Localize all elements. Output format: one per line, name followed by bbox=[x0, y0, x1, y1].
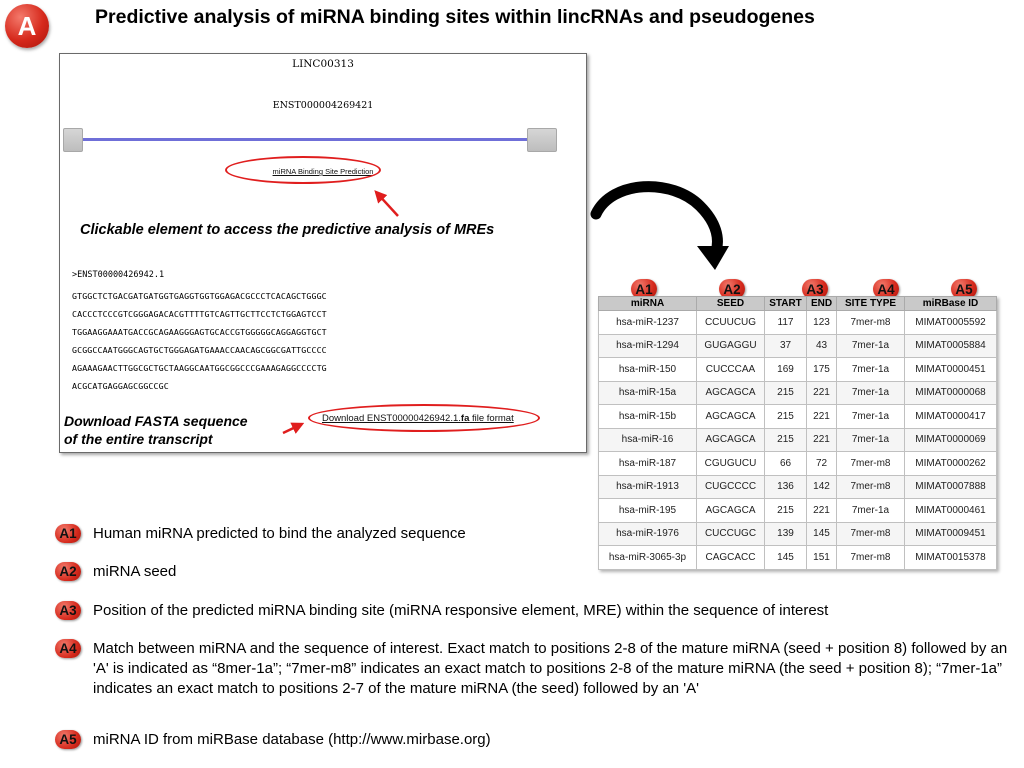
cell-mirna: hsa-miR-1294 bbox=[599, 334, 697, 358]
cell-mirbase-id: MIMAT0000451 bbox=[905, 358, 997, 382]
sequence-line: TGGAAGGAAATGACCGCAGAAGGGAGTGCACCGTGGGGGCAGGAGGTGCT bbox=[72, 327, 327, 337]
cell-seed: AGCAGCA bbox=[697, 405, 765, 429]
legend-text: miRNA ID from miRBase database (http://www.mirbase.org) bbox=[93, 731, 491, 748]
cell-mirna: hsa-miR-187 bbox=[599, 452, 697, 476]
legend-text: miRNA seed bbox=[93, 563, 177, 580]
cell-seed: AGCAGCA bbox=[697, 428, 765, 452]
cell-seed: CUCCUGC bbox=[697, 522, 765, 546]
curved-black-arrow-head bbox=[697, 246, 729, 270]
cell-start: 117 bbox=[765, 311, 807, 335]
download-link-extension: fa bbox=[460, 413, 470, 424]
cell-site-type: 7mer-1a bbox=[837, 334, 905, 358]
legend-badge: A1 bbox=[55, 524, 81, 543]
table-row bbox=[599, 381, 997, 405]
cell-mirna: hsa-miR-1976 bbox=[599, 522, 697, 546]
cell-start: 215 bbox=[765, 428, 807, 452]
download-note-line: of the entire transcript bbox=[64, 431, 213, 447]
cell-site-type: 7mer-1a bbox=[837, 428, 905, 452]
red-arrow-to-link bbox=[376, 192, 398, 216]
download-note-line: Download FASTA sequence bbox=[64, 413, 248, 429]
sequence-line: ACGCATGAGGAGCGGCCGC bbox=[72, 381, 169, 391]
cell-end: 72 bbox=[807, 452, 837, 476]
fasta-header: >ENST00000426942.1 bbox=[72, 270, 165, 280]
cell-start: 37 bbox=[765, 334, 807, 358]
download-link-prefix: Download ENST00000426942.1. bbox=[322, 413, 461, 424]
cell-mirna: hsa-miR-1237 bbox=[599, 311, 697, 335]
badge-a3: A3 bbox=[802, 279, 828, 299]
cell-start: 215 bbox=[765, 499, 807, 523]
transcript-id: ENST000004269421 bbox=[272, 100, 374, 111]
cell-start: 169 bbox=[765, 358, 807, 382]
cell-mirbase-id: MIMAT0015378 bbox=[905, 546, 997, 570]
badge-a5: A5 bbox=[951, 279, 977, 299]
gene-name: LINC00313 bbox=[292, 58, 354, 70]
cell-site-type: 7mer-m8 bbox=[837, 475, 905, 499]
column-header-start: START bbox=[765, 297, 807, 311]
cell-end: 221 bbox=[807, 499, 837, 523]
table-row bbox=[599, 428, 997, 452]
badge-a1: A1 bbox=[631, 279, 657, 299]
legend-badge: A2 bbox=[55, 562, 81, 581]
cell-site-type: 7mer-1a bbox=[837, 381, 905, 405]
sequence-line: CACCCTCCCGTCGGGAGACACGTTTTGTCAGTTGCTTCCTCTGGAGTCCT bbox=[72, 309, 327, 319]
cell-mirbase-id: MIMAT0000461 bbox=[905, 499, 997, 523]
cell-mirbase-id: MIMAT0000068 bbox=[905, 381, 997, 405]
cell-mirbase-id: MIMAT0009451 bbox=[905, 522, 997, 546]
cell-start: 215 bbox=[765, 381, 807, 405]
cell-end: 151 bbox=[807, 546, 837, 570]
cell-mirna: hsa-miR-16 bbox=[599, 428, 697, 452]
cell-end: 123 bbox=[807, 311, 837, 335]
cell-mirbase-id: MIMAT0000417 bbox=[905, 405, 997, 429]
column-header-mirna: miRNA bbox=[599, 297, 697, 311]
cell-seed: GUGAGGU bbox=[697, 334, 765, 358]
sequence-line: GCGGCCAATGGGCAGTGCTGGGAGATGAAACCAACAGCGGCGATTGCCCC bbox=[72, 345, 327, 355]
cell-site-type: 7mer-m8 bbox=[837, 311, 905, 335]
badge-a2: A2 bbox=[719, 279, 745, 299]
column-header-mirbase-id: miRBase ID bbox=[905, 297, 997, 311]
cell-start: 145 bbox=[765, 546, 807, 570]
legend-text: Human miRNA predicted to bind the analyzed sequence bbox=[93, 525, 466, 542]
badge-a4: A4 bbox=[873, 279, 899, 299]
cell-mirna: hsa-miR-15b bbox=[599, 405, 697, 429]
cell-mirna: hsa-miR-195 bbox=[599, 499, 697, 523]
cell-mirna: hsa-miR-3065-3p bbox=[599, 546, 697, 570]
cell-end: 142 bbox=[807, 475, 837, 499]
cell-start: 66 bbox=[765, 452, 807, 476]
download-link-suffix: file format bbox=[469, 413, 514, 424]
page-title: Predictive analysis of miRNA binding sites within lincRNAs and pseudogenes bbox=[95, 6, 815, 28]
column-header-site-type: SITE TYPE bbox=[837, 297, 905, 311]
cell-site-type: 7mer-m8 bbox=[837, 452, 905, 476]
cell-start: 139 bbox=[765, 522, 807, 546]
cell-mirbase-id: MIMAT0000069 bbox=[905, 428, 997, 452]
cell-end: 221 bbox=[807, 428, 837, 452]
cell-mirbase-id: MIMAT0005592 bbox=[905, 311, 997, 335]
table-row bbox=[599, 475, 997, 499]
cell-site-type: 7mer-1a bbox=[837, 358, 905, 382]
legend-text: Position of the predicted miRNA binding site (miRNA responsive element, MRE) within the sequence of interest bbox=[93, 602, 829, 619]
legend-badge: A5 bbox=[55, 730, 81, 749]
table-row bbox=[599, 405, 997, 429]
cell-site-type: 7mer-1a bbox=[837, 405, 905, 429]
cell-site-type: 7mer-m8 bbox=[837, 546, 905, 570]
cell-mirna: hsa-miR-1913 bbox=[599, 475, 697, 499]
cell-site-type: 7mer-1a bbox=[837, 499, 905, 523]
cell-site-type: 7mer-m8 bbox=[837, 522, 905, 546]
cell-seed: CGUGUCU bbox=[697, 452, 765, 476]
legend-text: Match between miRNA and the sequence of interest. Exact match to positions 2-8 of the mature miRNA (seed + position 8) followed by an 'A' is indicated as “8mer-1a”; “7mer-m8” indicates an exact match to positions 2-8 of the mature miRNA (the seed + position 8); “7mer-1a” indicates an exact match to positions 2-7 of the mature miRNA (the seed) followed by an 'A' bbox=[93, 640, 1008, 697]
cell-start: 215 bbox=[765, 405, 807, 429]
cell-end: 175 bbox=[807, 358, 837, 382]
table-row bbox=[599, 499, 997, 523]
table-row bbox=[599, 358, 997, 382]
cell-start: 136 bbox=[765, 475, 807, 499]
clickable-element-note: Clickable element to access the predictive analysis of MREs bbox=[80, 222, 495, 238]
cell-end: 221 bbox=[807, 405, 837, 429]
red-arrow-to-download bbox=[283, 424, 302, 433]
panel-label-badge: A bbox=[5, 4, 49, 48]
cell-end: 145 bbox=[807, 522, 837, 546]
legend-badge: A4 bbox=[55, 639, 81, 658]
curved-black-arrow bbox=[596, 187, 717, 252]
sequence-line: GTGGCTCTGACGATGATGGTGAGGTGGTGGAGACGCCCTCACAGCTGGGC bbox=[72, 291, 327, 301]
mirna-binding-site-prediction-link[interactable]: miRNA Binding Site Prediction bbox=[272, 167, 374, 176]
table-row bbox=[599, 452, 997, 476]
cell-mirbase-id: MIMAT0000262 bbox=[905, 452, 997, 476]
table-row bbox=[599, 311, 997, 335]
table-row bbox=[599, 334, 997, 358]
sequence-line: AGAAAGAACTTGGCGCTGCTAAGGCAATGGCGGCCCGAAAGAGGCCCCTG bbox=[72, 363, 327, 373]
column-header-end: END bbox=[807, 297, 837, 311]
cell-seed: CUGCCCC bbox=[697, 475, 765, 499]
cell-end: 221 bbox=[807, 381, 837, 405]
cell-end: 43 bbox=[807, 334, 837, 358]
column-header-seed: SEED bbox=[697, 297, 765, 311]
cell-seed: CAGCACC bbox=[697, 546, 765, 570]
cell-mirbase-id: MIMAT0007888 bbox=[905, 475, 997, 499]
legend-badge: A3 bbox=[55, 601, 81, 620]
cell-seed: AGCAGCA bbox=[697, 381, 765, 405]
cell-mirna: hsa-miR-150 bbox=[599, 358, 697, 382]
cell-mirna: hsa-miR-15a bbox=[599, 381, 697, 405]
table-header-row bbox=[599, 297, 997, 311]
cell-seed: CCUUCUG bbox=[697, 311, 765, 335]
cell-seed: CUCCCAA bbox=[697, 358, 765, 382]
cell-mirbase-id: MIMAT0005884 bbox=[905, 334, 997, 358]
cell-seed: AGCAGCA bbox=[697, 499, 765, 523]
